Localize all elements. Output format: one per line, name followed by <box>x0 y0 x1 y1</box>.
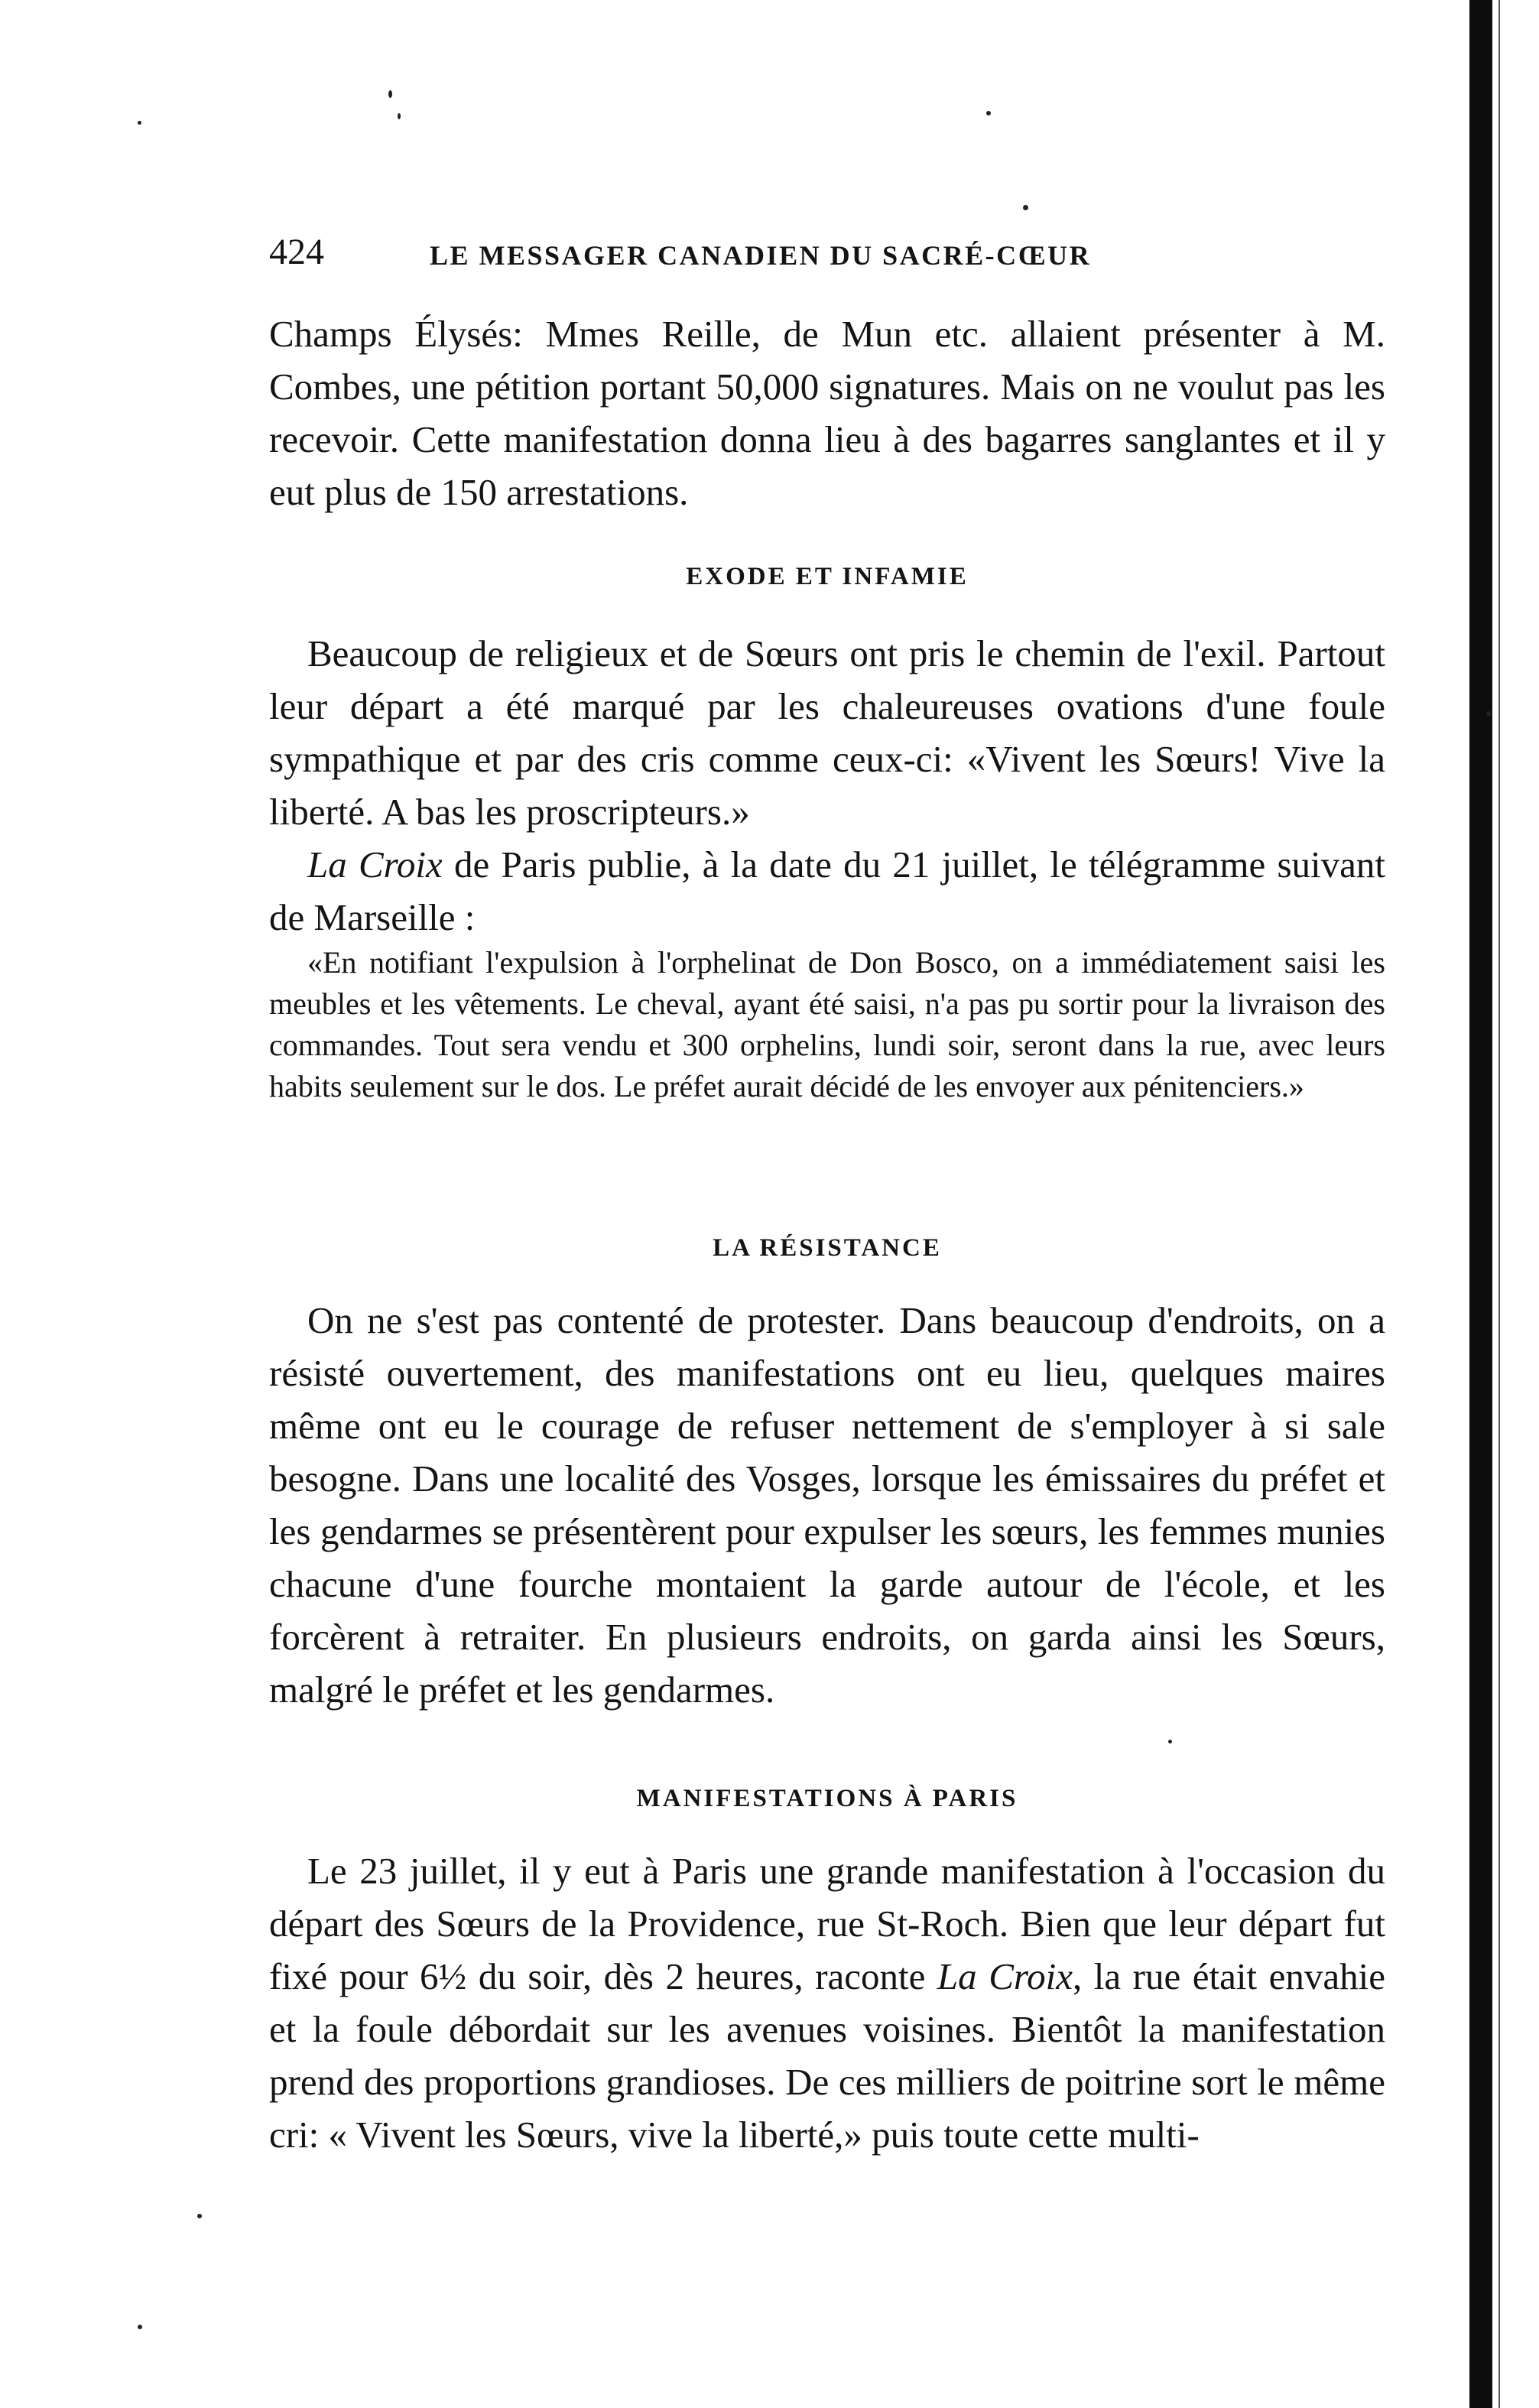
ink-speck <box>398 113 401 119</box>
publication-title: La Croix <box>937 1955 1073 1997</box>
binding-edge-line <box>1498 0 1500 2408</box>
paragraph-petition: Champs Élysés: Mmes Reille, de Mun etc. allaient présenter à M. Combes, une pétition portant 50,000 signatures. Mais on ne voulut pas les recevoir. Cette manifestation donna lieu à des bagarres sanglantes et il y eut plus de 150 arrestations. <box>269 313 1385 513</box>
binding-edge-shadow <box>1469 0 1492 2408</box>
ink-speck <box>1023 205 1028 210</box>
running-title: LE MESSAGER CANADIEN DU SACRÉ-CŒUR <box>430 240 1092 271</box>
ink-speck <box>1486 711 1491 716</box>
quote-orphelinat: «En notifiant l'expulsion à l'orphelinat de Don Bosco, on a immédiatement saisi les meubles et les vêtements. Le cheval, ayant été saisi, n'a pas pu sortir pour la livraison des commandes. Tout sera vendu et 300 orphelins, lundi soir, seront dans la rue, avec leurs habits seulement sur le dos. Le préfet aurait décidé de les envoyer aux pénitenciers.» <box>269 945 1385 1103</box>
ink-speck <box>388 90 392 98</box>
ink-speck <box>986 111 991 115</box>
ink-speck <box>138 121 141 125</box>
page-header <box>269 229 1385 275</box>
heading-exode-et-infamie: EXODE ET INFAMIE <box>686 563 969 590</box>
ink-speck <box>197 2214 202 2218</box>
paragraph-exile: Beaucoup de religieux et de Sœurs ont pris le chemin de l'exil. Partout leur départ a été marqué par les chaleureuses ovations d'une foule sympathique et par des cris comme ceux-ci: «Vivent les Sœurs! Vive la liberté. A bas les proscripteurs.» <box>269 632 1385 833</box>
paragraph-resistance: On ne s'est pas contenté de protester. Dans beaucoup d'endroits, on a résisté ouvertement, des manifestations ont eu lieu, quelques maires même ont eu le courage de refuser nettement de s'employer à si sale besogne. Dans une localité des Vosges, lorsque les émissaires du préfet et les gendarmes se présentèrent pour expulser les sœurs, les femmes munies chacune d'une fourche montaient la garde autour de l'école, et les forcèrent à retraiter. En plusieurs endroits, on garda ainsi les Sœurs, malgré le préfet et les gendarmes. <box>269 1299 1385 1711</box>
heading-manifestations-a-paris: MANIFESTATIONS À PARIS <box>636 1785 1018 1812</box>
ink-speck <box>1168 1740 1172 1743</box>
paragraph-text: de Paris publie, à la date du 21 juillet, le télégramme suivant de Marseille : <box>269 843 1386 938</box>
publication-title: La Croix <box>307 843 443 886</box>
page-number: 424 <box>269 232 324 272</box>
paragraph-text: Le 23 juillet, il y eut à Paris une grande manifestation à l'occasion du départ des Sœurs de la Providence, rue St-Roch. Bien que leur départ fut fixé pour 6½ du soir, dès 2 heures, raconte <box>269 1850 1385 1997</box>
paragraph-text: , la rue était envahie et la foule débordait sur les avenues voisines. Bientôt la manifestation prend des proportions grandioses. De ces milliers de poitrine sort le même cri: « Vivent les Sœurs, vive la liberté,» puis toute cette multi- <box>269 1955 1385 2156</box>
paragraph-manifestation-paris <box>269 1844 1385 2161</box>
ink-speck <box>138 2325 142 2329</box>
paragraph-la-croix-telegram <box>269 838 1385 944</box>
heading-la-resistance: LA RÉSISTANCE <box>713 1234 942 1262</box>
